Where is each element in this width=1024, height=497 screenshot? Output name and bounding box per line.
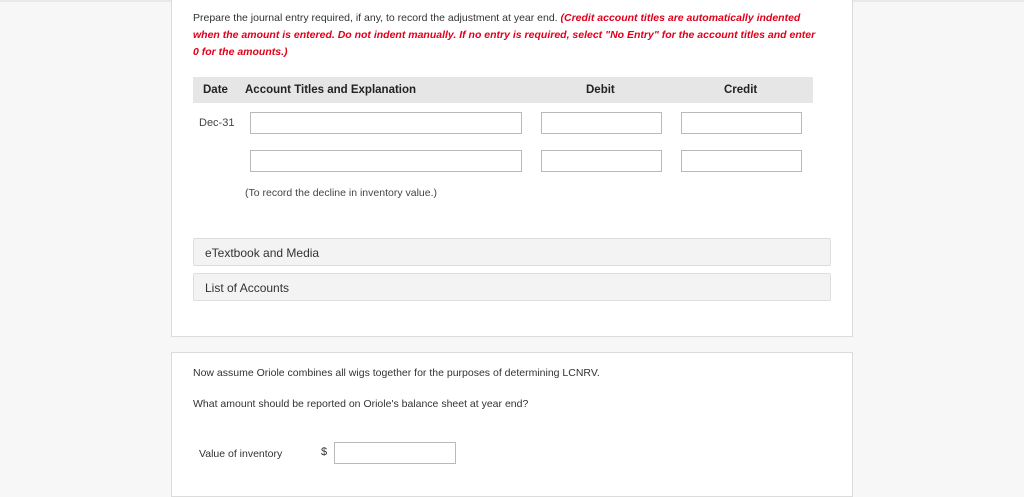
header-debit: Debit bbox=[586, 84, 615, 96]
header-date: Date bbox=[203, 84, 228, 96]
etextbook-media-label: eTextbook and Media bbox=[205, 246, 320, 260]
row1-date: Dec-31 bbox=[199, 117, 235, 129]
row2-credit-input[interactable] bbox=[681, 150, 802, 172]
inventory-value-card bbox=[171, 352, 853, 497]
row2-account-title-input[interactable] bbox=[250, 150, 522, 172]
list-of-accounts-label: List of Accounts bbox=[205, 281, 290, 295]
journal-table-header bbox=[193, 77, 813, 103]
row1-credit-input[interactable] bbox=[681, 112, 802, 134]
journal-entry-card bbox=[171, 0, 853, 337]
row2-debit-input[interactable] bbox=[541, 150, 662, 172]
instructions-text: Prepare the journal entry required, if any, to record the adjustment at year end. bbox=[193, 12, 561, 24]
header-credit: Credit bbox=[724, 84, 758, 96]
instructions bbox=[193, 10, 818, 61]
part2-question: What amount should be reported on Oriole's balance sheet at year end? bbox=[193, 398, 529, 410]
etextbook-media-link[interactable] bbox=[193, 238, 831, 266]
dollar-sign: $ bbox=[321, 446, 328, 458]
row1-account-title-input[interactable] bbox=[250, 112, 522, 134]
header-account-titles: Account Titles and Explanation bbox=[245, 84, 417, 96]
value-of-inventory-label: Value of inventory bbox=[199, 448, 283, 460]
instructions-emphasis: (Credit account titles are automatically indented when the amount is entered. Do not indent manually. If no entry is required, select "No Entry" for the account titles and enter 0 for the amounts.) bbox=[193, 12, 816, 58]
list-of-accounts-link[interactable] bbox=[193, 273, 831, 301]
value-of-inventory-input[interactable] bbox=[334, 442, 456, 464]
entry-explanation: (To record the decline in inventory value.) bbox=[245, 187, 438, 199]
part2-statement: Now assume Oriole combines all wigs together for the purposes of determining LCNRV. bbox=[193, 367, 600, 379]
row1-debit-input[interactable] bbox=[541, 112, 662, 134]
